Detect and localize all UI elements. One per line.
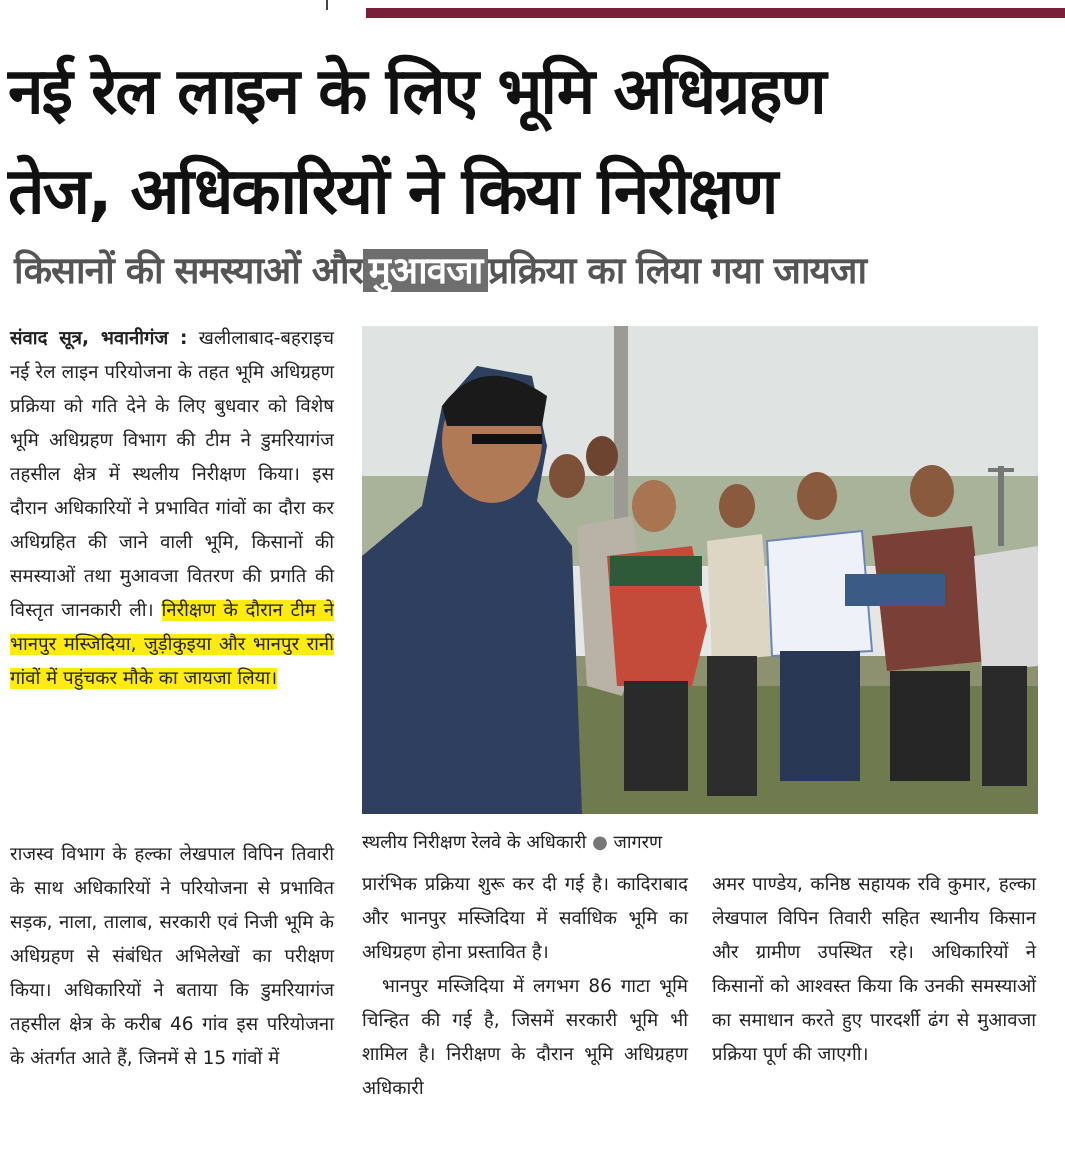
- photo-caption: [362, 826, 1042, 860]
- paragraph-1-text: खलीलाबाद-बहराइच नई रेल लाइन परियोजना के तहत भूमि अधिग्रहण प्रक्रिया को गति देने के लिए बुधवार को विशेष भूमि अधिग्रहण विभाग की टीम ने डुमरियागंज तहसील क्षेत्र में स्थलीय निरीक्षण किया। इस दौरान अधिकारियों ने प्रभावित गांवों का दौरा कर अधिग्रहित की जाने वाली भूमि, किसानों की समस्याओं तथा मुआवजा वितरण की प्रगति की विस्तृत जानकारी ली।: [10, 328, 334, 621]
- body-column-1-bottom: [10, 838, 334, 1148]
- section-divider-bar: [366, 8, 1065, 18]
- photo-credit: जागरण: [613, 832, 663, 853]
- column-tick-mark: [326, 0, 328, 10]
- subheadline: [14, 236, 1054, 306]
- highlighted-passage: निरीक्षण के दौरान टीम ने भानपुर मस्जिदिया, जुड़ीकुइया और भानपुर रानी गांवों में पहुंचकर मौके का जायजा लिया।: [10, 600, 334, 689]
- subheadline-boxed-word: मुआवजा: [363, 249, 489, 292]
- headline-line-2: तेज, अधिकारियों ने किया निरीक्षण: [8, 155, 777, 229]
- dateline: संवाद सूत्र, भवानीगंज :: [10, 328, 188, 349]
- column-2-paragraph-2: भानपुर मस्जिदिया में लगभग 86 गाटा भूमि चिन्हित की गई है, जिसमें सरकारी भूमि भी शामिल है। निरीक्षण के दौरान भूमि अधिग्रहण अधिकारी: [362, 976, 688, 1099]
- body-column-3: [712, 868, 1036, 1158]
- caption-text: स्थलीय निरीक्षण रेलवे के अधिकारी: [362, 832, 587, 853]
- paragraph-1-continued: राजस्व विभाग के हल्का लेखपाल विपिन तिवारी के साथ अधिकारियों ने परियोजना से प्रभावित सड़क, नाला, तालाब, सरकारी एवं निजी भूमि के अधिग्रहण से संबंधित अभिलेखों का परीक्षण किया। अधिकारियों ने बताया कि डुमरियागंज तहसील क्षेत्र के करीब 46 गांव इस परियोजना के अंतर्गत आते हैं, जिनमें से 15 गांवों में: [10, 844, 334, 1069]
- subheadline-pre: किसानों की समस्याओं और: [14, 249, 363, 292]
- headline: [8, 42, 1058, 242]
- subheadline-post: प्रक्रिया का लिया गया जायजा: [488, 249, 867, 292]
- headline-line-1: नई रेल लाइन के लिए भूमि अधिग्रहण: [8, 55, 825, 129]
- column-2-paragraph-1: प्रारंभिक प्रक्रिया शुरू कर दी गई है। कादिराबाद और भानपुर मस्जिदिया में सर्वाधिक भूमि का अधिग्रहण होना प्रस्तावित है।: [362, 874, 688, 963]
- inspection-scene-illustration: [362, 326, 1038, 814]
- body-column-2: [362, 868, 688, 1158]
- column-3-paragraph-1: अमर पाण्डेय, कनिष्ठ सहायक रवि कुमार, हल्का लेखपाल विपिन तिवारी सहित स्थानीय किसान और ग्रामीण उपस्थित रहे। अधिकारियों ने किसानों को आश्वस्त किया कि उनकी समस्याओं का समाधान करते हुए पारदर्शी ढंग से मुआवजा प्रक्रिया पूर्ण की जाएगी।: [712, 874, 1036, 1065]
- bullet-dot-icon: ●: [592, 832, 608, 853]
- news-photo: [362, 326, 1038, 814]
- body-column-1-top: [10, 322, 334, 830]
